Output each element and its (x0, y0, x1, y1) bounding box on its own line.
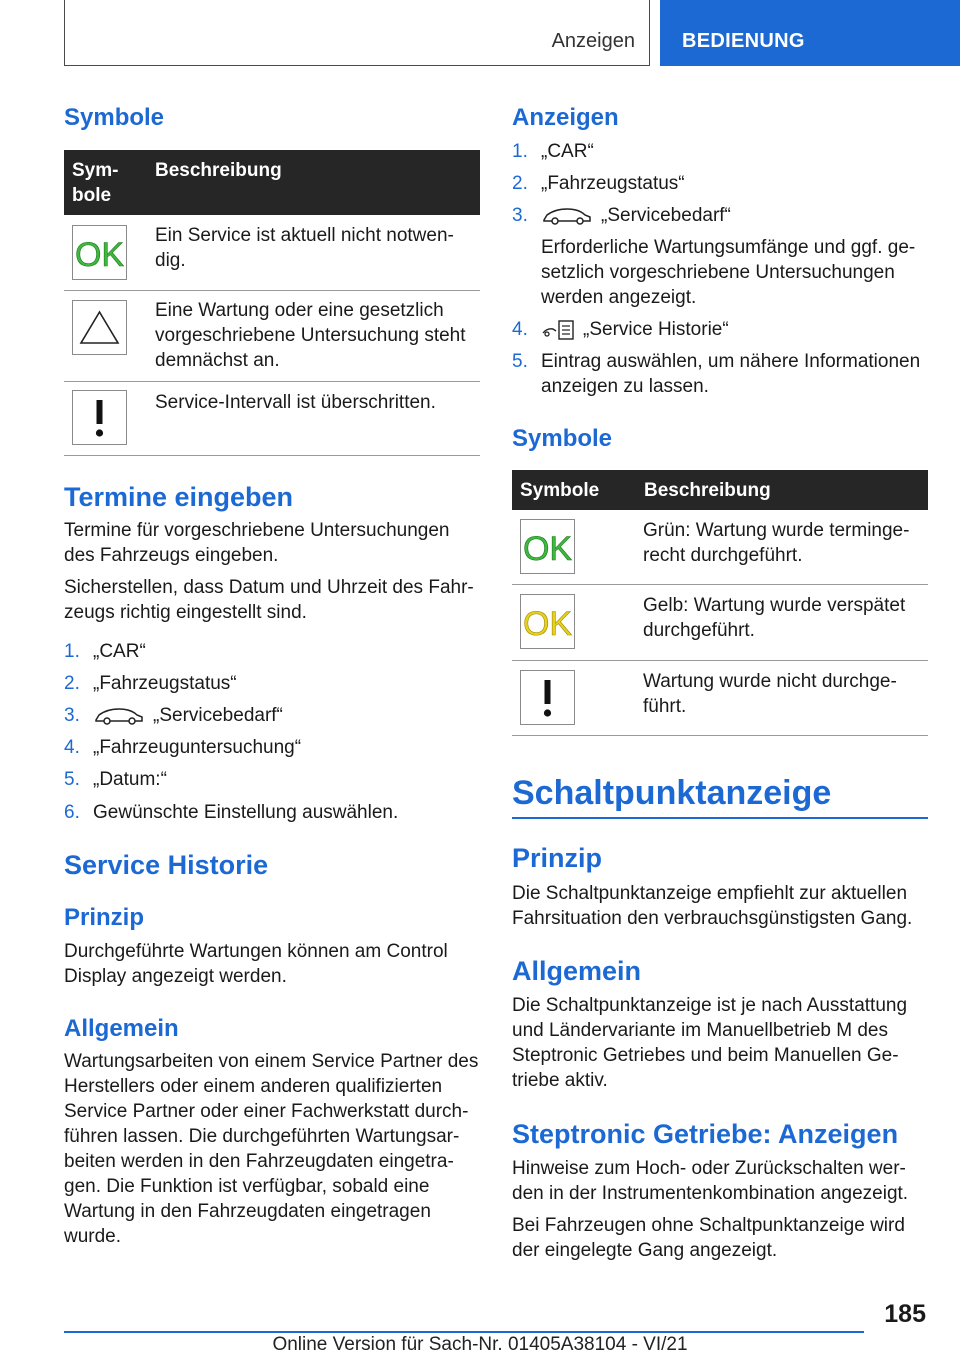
section-tab-label: BEDIENUNG (682, 30, 805, 52)
table-row (64, 291, 480, 382)
exclamation-icon (520, 670, 575, 725)
service-history-icon (541, 319, 575, 341)
footer-text: Online Version für Sach-Nr. 01405A38104 - VI/21 (272, 1334, 688, 1355)
step-text: „Datum:“ (93, 769, 167, 790)
header-frame (64, 0, 650, 66)
step-text: Eintrag auswählen, um nähere Informationen anzeigen zu lassen. (541, 351, 921, 397)
step-text: „Fahrzeuguntersuchung“ (93, 737, 302, 758)
steptronic-heading: Steptronic Getriebe: Anzeigen (512, 1119, 899, 1149)
step-text: „Servicebedarf“ (601, 205, 731, 226)
table-row (64, 382, 480, 456)
step-text: „Service Historie“ (583, 319, 729, 340)
allgemein-heading: Allgemein (64, 1015, 179, 1042)
table-row (512, 661, 928, 736)
step-text-wrap (541, 317, 929, 342)
table-row (512, 510, 928, 585)
steptronic-paragraph-1: Hinweise zum Hoch- oder Zurückschalten wer- den in der Instrumentenkombination angezeigt. (512, 1158, 909, 1204)
col-beschreibung: Beschreibung (155, 160, 282, 181)
step-number: 4. (64, 737, 80, 758)
termine-heading: Termine eingeben (64, 482, 294, 512)
step-number: 1. (64, 641, 80, 662)
warning-triangle-icon (72, 300, 127, 355)
ok-green-icon (520, 519, 575, 574)
step-text: „Fahrzeugstatus“ (93, 673, 237, 694)
step-number: 3. (64, 705, 80, 726)
allgemein-heading-right: Allgemein (512, 956, 642, 986)
table-header (512, 470, 928, 510)
table-header (64, 150, 480, 215)
footer-rule (64, 1331, 864, 1333)
ok-yellow-icon (520, 594, 575, 649)
svg-text:OK: OK (522, 530, 573, 568)
allgemein-paragraph: Wartungsarbeiten von einem Service Partner des Herstellers oder einem anderen qualifizierten Service Partner oder einer Fachwerkstatt durch- führen lassen. Die durchgeführten Wartungsar- beiten werden in den Fahrzeugdaten eingetra- gen. Die Funktion ist verfügbar, sobald eine Wartung in den Fahrzeugdaten eingetragen wurde. (64, 1051, 479, 1247)
step-text: „CAR“ (541, 141, 594, 162)
car-service-icon (93, 706, 145, 726)
heading-rule (512, 817, 928, 819)
prinzip-heading: Prinzip (64, 904, 145, 931)
step-description: Erforderliche Wartungsumfänge und ggf. ge- setzlich vorgeschriebene Untersuchungen werden angezeigt. (541, 237, 916, 308)
svg-text:OK: OK (74, 236, 125, 274)
step-number: 5. (64, 769, 80, 790)
step-text-wrap (93, 703, 481, 728)
table-row (64, 215, 480, 291)
col-beschreibung: Beschreibung (644, 480, 771, 501)
row-text: Eine Wartung oder eine gesetzlich vorgeschriebene Untersuchung steht demnächst an. (155, 300, 466, 371)
steptronic-paragraph-2: Bei Fahrzeugen ohne Schaltpunktanzeige wird der eingelegte Gang angezeigt. (512, 1215, 905, 1261)
step-number: 5. (512, 351, 528, 372)
step-text: Gewünschte Einstellung auswählen. (93, 802, 399, 823)
car-service-icon (541, 206, 593, 226)
step-number: 2. (64, 673, 80, 694)
col-symbole: Symbole (520, 480, 600, 501)
row-text: Ein Service ist aktuell nicht notwen- dig. (155, 225, 454, 271)
termine-paragraph-2: Sicherstellen, dass Datum und Uhrzeit des Fahr- zeugs richtig eingestellt sind. (64, 577, 474, 623)
step-number: 6. (64, 802, 80, 823)
col-symbole: Sym- bole (72, 160, 119, 206)
ok-green-icon (72, 225, 127, 280)
table-row (512, 585, 928, 661)
step-text: „Servicebedarf“ (153, 705, 283, 726)
symbols-table-right (512, 470, 928, 736)
step-number: 1. (512, 141, 528, 162)
service-historie-heading: Service Historie (64, 850, 269, 880)
prinzip-heading-right: Prinzip (512, 843, 603, 873)
row-text: Grün: Wartung wurde terminge- recht durchgeführt. (643, 520, 910, 566)
step-text-wrap (541, 203, 929, 228)
prinzip-paragraph-right: Die Schaltpunktanzeige empfiehlt zur aktuellen Fahrsituation den verbrauchsgünstigsten Gang. (512, 883, 913, 929)
anzeigen-heading: Anzeigen (512, 104, 619, 131)
step-text: „Fahrzeugstatus“ (541, 173, 685, 194)
step-text: „CAR“ (93, 641, 146, 662)
step-number: 3. (512, 205, 528, 226)
page-number: 185 (884, 1300, 926, 1328)
prinzip-paragraph: Durchgeführte Wartungen können am Control Display angezeigt werden. (64, 941, 448, 987)
exclamation-icon (72, 390, 127, 445)
step-number: 2. (512, 173, 528, 194)
schaltpunktanzeige-heading: Schaltpunktanzeige (512, 774, 832, 812)
section-tab[interactable] (660, 0, 960, 66)
termine-paragraph-1: Termine für vorgeschriebene Untersuchungen des Fahrzeugs eingeben. (64, 520, 450, 566)
svg-text:OK: OK (522, 605, 573, 643)
symbole-heading: Symbole (64, 104, 165, 131)
symbols-table (64, 150, 480, 456)
row-text: Wartung wurde nicht durchge- führt. (643, 671, 897, 717)
symbole-heading-right: Symbole (512, 425, 613, 452)
row-text: Service-Intervall ist überschritten. (155, 392, 436, 413)
breadcrumb[interactable]: Anzeigen (551, 30, 635, 52)
allgemein-paragraph-right: Die Schaltpunktanzeige ist je nach Ausstattung und Ländervariante im Manuellbetrieb M des Steptronic Getriebes und beim Manuellen Ge- triebe aktiv. (512, 995, 908, 1091)
step-number: 4. (512, 319, 528, 340)
row-text: Gelb: Wartung wurde verspätet durchgeführt. (643, 595, 906, 641)
